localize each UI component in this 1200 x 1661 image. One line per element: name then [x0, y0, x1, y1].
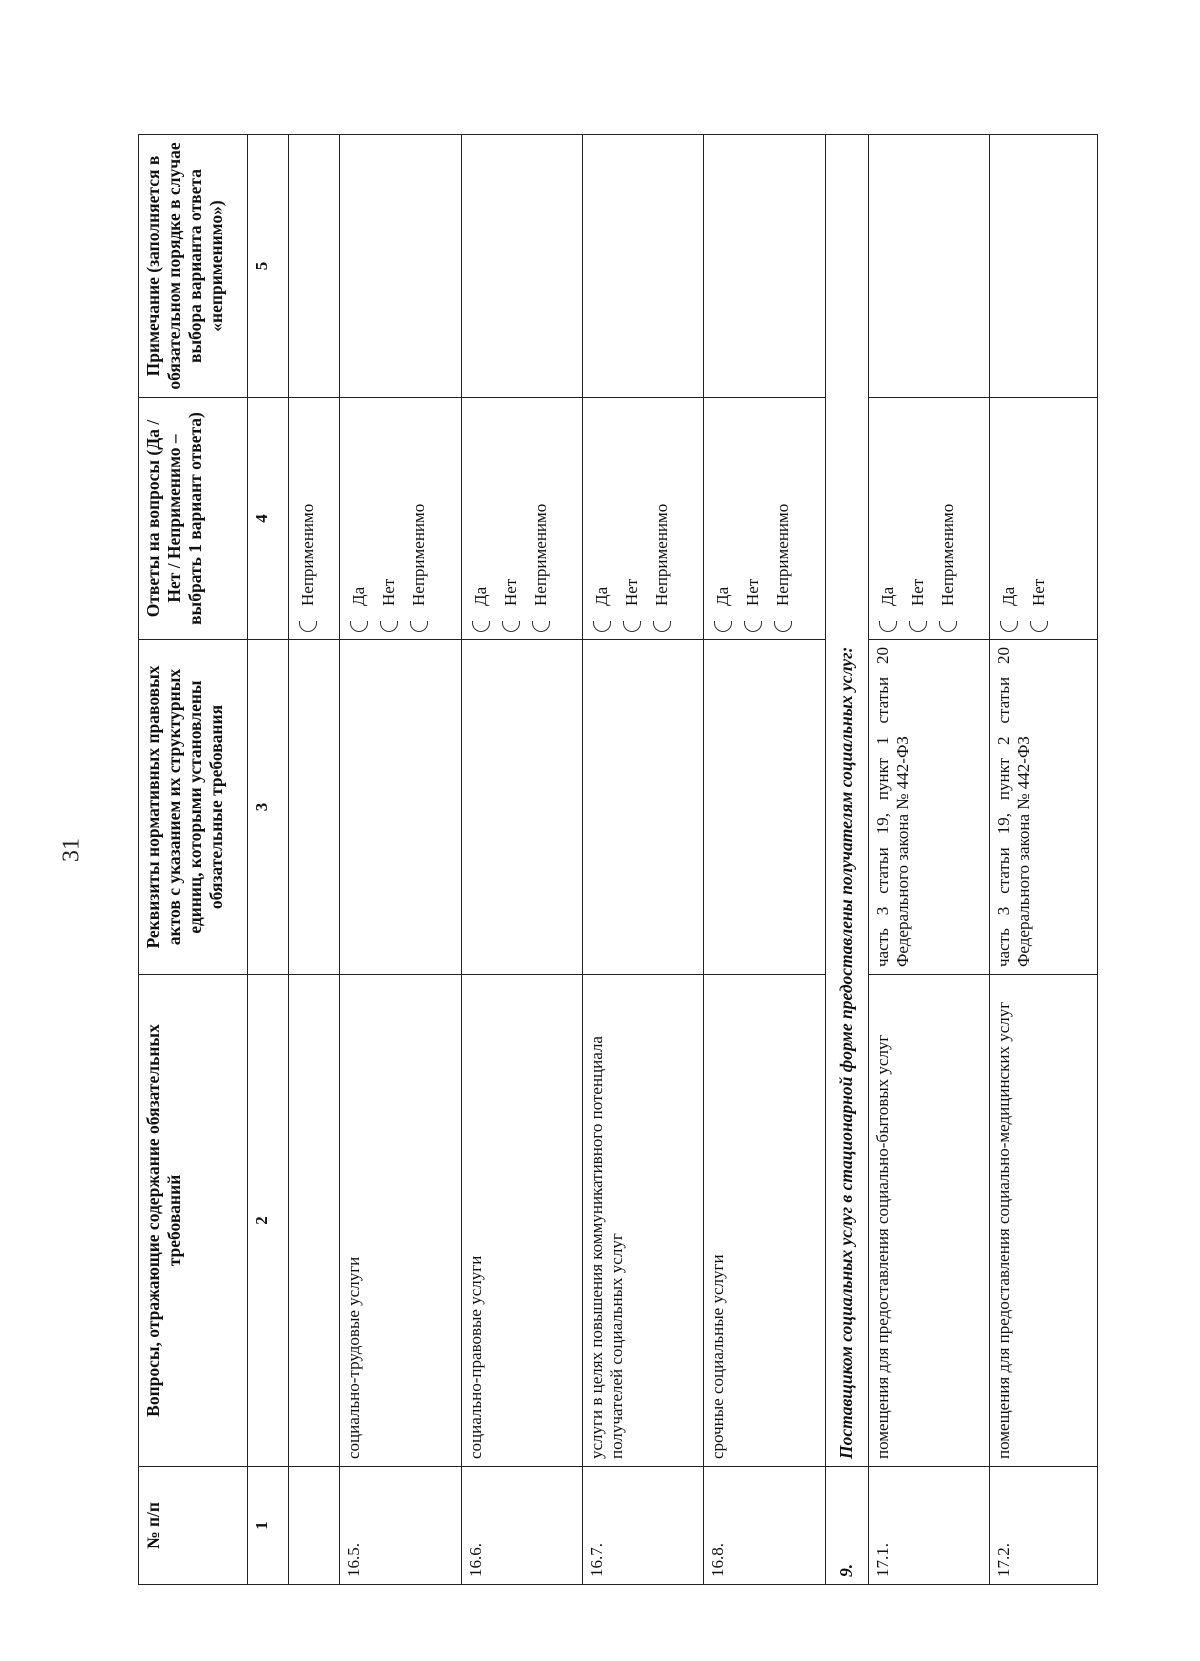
- row-question: социально-трудовые услуги: [340, 975, 461, 1467]
- answer-option-yes[interactable]: Да: [708, 405, 738, 632]
- column-number-row: [247, 135, 288, 1585]
- radio-icon[interactable]: [714, 621, 732, 632]
- table-row: [990, 135, 1098, 1585]
- table-row: [583, 135, 704, 1585]
- row-number: 16.5.: [340, 1467, 461, 1585]
- radio-icon[interactable]: [299, 621, 317, 632]
- column-number: 2: [247, 975, 288, 1467]
- radio-icon[interactable]: [410, 621, 428, 632]
- answer-option-na[interactable]: Неприменимо: [293, 405, 323, 632]
- radio-icon[interactable]: [350, 621, 368, 632]
- radio-icon[interactable]: [774, 621, 792, 632]
- radio-icon[interactable]: [593, 621, 611, 632]
- table-row: [289, 135, 340, 1585]
- header-requisites: Реквизиты нормативных правовых актов с указанием их структурных единиц, которыми установлены обязательные требования: [139, 640, 248, 975]
- answer-option-na[interactable]: Неприменимо: [933, 405, 963, 632]
- note-cell[interactable]: [990, 135, 1098, 398]
- answer-option-no[interactable]: Нет: [738, 405, 768, 632]
- answer-option-yes[interactable]: Да: [994, 405, 1024, 632]
- row-question: помещения для предоставления социально-медицинских услуг: [990, 975, 1098, 1467]
- answer-group: [340, 398, 461, 640]
- section-row: [825, 135, 868, 1585]
- radio-icon[interactable]: [744, 621, 762, 632]
- section-number: 9.: [825, 1467, 868, 1585]
- answer-option-na[interactable]: Неприменимо: [647, 405, 677, 632]
- note-cell[interactable]: [868, 135, 989, 398]
- answer-option-yes[interactable]: Да: [344, 405, 374, 632]
- answer-group: [868, 398, 989, 640]
- header-answers: Ответы на вопросы (Да / Нет / Неприменимо – выбрать 1 вариант ответа): [139, 398, 248, 640]
- answer-option-no[interactable]: Нет: [496, 405, 526, 632]
- radio-icon[interactable]: [502, 621, 520, 632]
- answer-option-no[interactable]: Нет: [617, 405, 647, 632]
- radio-icon[interactable]: [472, 621, 490, 632]
- row-number: 16.8.: [704, 1467, 825, 1585]
- header-note: Примечание (заполняется в обязательном порядке в случае выбора варианта ответа «неприменимо»): [139, 135, 248, 398]
- answer-option-no[interactable]: Нет: [903, 405, 933, 632]
- row-number: 17.2.: [990, 1467, 1098, 1585]
- radio-icon[interactable]: [879, 621, 897, 632]
- column-number: 4: [247, 398, 288, 640]
- answer-option-na[interactable]: Неприменимо: [526, 405, 556, 632]
- page-number: 31: [58, 838, 85, 862]
- row-requisites: часть 3 статьи 19, пункт 1 статьи 20 Федерального закона № 442-ФЗ: [868, 640, 989, 975]
- row-question: социально-правовые услуги: [461, 975, 582, 1467]
- answer-option-yes[interactable]: Да: [466, 405, 496, 632]
- row-question: помещения для предоставления социально-бытовых услуг: [868, 975, 989, 1467]
- header-num: № п/п: [139, 1467, 248, 1585]
- answer-option-na[interactable]: Неприменимо: [404, 405, 434, 632]
- answer-group: [990, 398, 1098, 640]
- answer-option-no[interactable]: Нет: [374, 405, 404, 632]
- answer-group: [461, 398, 582, 640]
- row-requisites: часть 3 статьи 19, пункт 2 статьи 20 Федерального закона № 442-ФЗ: [990, 640, 1098, 975]
- table-row: [461, 135, 582, 1585]
- radio-icon[interactable]: [653, 621, 671, 632]
- table-row: [340, 135, 461, 1585]
- radio-icon[interactable]: [532, 621, 550, 632]
- row-number: 16.7.: [583, 1467, 704, 1585]
- checklist-table: [138, 134, 1098, 1585]
- note-cell[interactable]: [583, 135, 704, 398]
- header-question: Вопросы, отражающие содержание обязательных требований: [139, 975, 248, 1467]
- checklist-sheet: [138, 135, 1098, 1585]
- column-number: 5: [247, 135, 288, 398]
- answer-option-yes[interactable]: Да: [873, 405, 903, 632]
- answer-group: [583, 398, 704, 640]
- row-question: услуги в целях повышения коммуникативного потенциала получателей социальных услуг: [583, 975, 704, 1467]
- radio-icon[interactable]: [909, 621, 927, 632]
- row-question: срочные социальные услуги: [704, 975, 825, 1467]
- section-title: Поставщиком социальных услуг в стационарной форме предоставлены получателям социальных услуг:: [825, 135, 868, 1467]
- note-cell[interactable]: [461, 135, 582, 398]
- table-row: [868, 135, 989, 1585]
- note-cell[interactable]: [340, 135, 461, 398]
- radio-icon[interactable]: [1030, 621, 1048, 632]
- answer-group: [704, 398, 825, 640]
- table-row: [704, 135, 825, 1585]
- note-cell[interactable]: [704, 135, 825, 398]
- column-number: 3: [247, 640, 288, 975]
- row-number: 17.1.: [868, 1467, 989, 1585]
- radio-icon[interactable]: [1000, 621, 1018, 632]
- answer-option-yes[interactable]: Да: [587, 405, 617, 632]
- column-number: 1: [247, 1467, 288, 1585]
- note-cell[interactable]: [289, 135, 340, 398]
- radio-icon[interactable]: [380, 621, 398, 632]
- row-number: 16.6.: [461, 1467, 582, 1585]
- answer-option-na[interactable]: Неприменимо: [768, 405, 798, 632]
- answer-option-no[interactable]: Нет: [1024, 405, 1054, 632]
- radio-icon[interactable]: [939, 621, 957, 632]
- header-row: [139, 135, 248, 1585]
- radio-icon[interactable]: [623, 621, 641, 632]
